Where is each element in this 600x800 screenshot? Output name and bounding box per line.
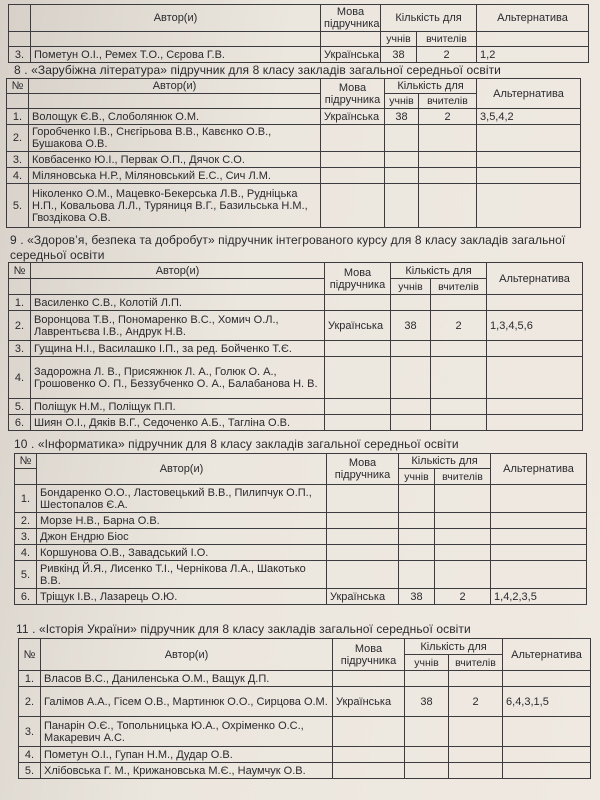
table-cell: Горобченко І.В., Снєгірьова В.В., Кавєнко О.В., Бушакова О.В. [29, 125, 321, 152]
table-cell: 38 [381, 47, 417, 63]
table-header-cell: учнів [391, 279, 431, 295]
table-cell [325, 357, 391, 399]
table-cell [327, 545, 399, 561]
table-cell: Ковбасенко Ю.І., Первак О.П., Дячок С.О. [29, 152, 321, 168]
table-header-cell: Альтернатива [487, 263, 583, 295]
table-cell: Морзе Н.В., Барна О.В. [37, 513, 327, 529]
table-cell: Власов В.С., Даниленська О.М., Ващук Д.П. [41, 671, 333, 687]
table-cell [431, 415, 487, 431]
table-cell: 1. [15, 485, 37, 513]
section-title-9: 9 . «Здоров’я, безпека та добробут» підручник інтегрованого курсу для 8 класу закладів загальної [10, 233, 566, 247]
table-cell [405, 671, 449, 687]
table-row [19, 763, 591, 779]
table-cell [477, 152, 581, 168]
table-row [9, 311, 583, 341]
table-cell: Хлібовська Г. М., Крижановська М.Є., Наумчук О.В. [41, 763, 333, 779]
table-cell [399, 529, 435, 545]
col-students: учнів [381, 32, 417, 47]
table-cell: 2. [7, 125, 29, 152]
table-header-cell: учнів [399, 469, 435, 485]
table-cell: 2 [417, 47, 477, 63]
table-header-cell: Альтернатива [477, 79, 581, 109]
table-cell [503, 671, 591, 687]
table-cell [487, 415, 583, 431]
table-header-cell: Автор(и) [37, 454, 327, 485]
table-cell: Українська [325, 311, 391, 341]
table-header-cell: вчителів [419, 94, 477, 109]
table-header-cell: вчителів [435, 469, 491, 485]
table-cell [385, 125, 419, 152]
col-author: Автор(и) [31, 5, 321, 32]
table-row [15, 589, 587, 605]
table-cell [405, 763, 449, 779]
table-cell [405, 747, 449, 763]
table-cell [487, 341, 583, 357]
table-cell: 1. [7, 109, 29, 125]
section-title-11: 11 . «Історія України» підручник для 8 класу закладів загальної середньої освіти [16, 622, 471, 636]
table-cell [325, 399, 391, 415]
table-header-cell: № [15, 454, 37, 469]
table-cell [487, 295, 583, 311]
table-cell [491, 545, 587, 561]
table-cell [487, 399, 583, 415]
table-row [15, 545, 587, 561]
table-cell [333, 717, 405, 747]
table-cell [333, 763, 405, 779]
table-cell [385, 184, 419, 228]
table-cell [435, 485, 491, 513]
table-header-cell: Кількість для [385, 79, 477, 94]
table-cell [391, 341, 431, 357]
table-cell [399, 561, 435, 589]
table-cell: Бондаренко О.О., Ластовецький В.В., Пилипчук О.П., Шестопалов Є.А. [37, 485, 327, 513]
table-cell [449, 747, 503, 763]
table-header-cell: Альтернатива [491, 454, 587, 485]
table-cell [327, 513, 399, 529]
table-row [9, 295, 583, 311]
table-cell [333, 671, 405, 687]
table-cell: 5. [19, 763, 41, 779]
table-cell [391, 357, 431, 399]
table-header-cell: Кількість для [399, 454, 491, 469]
table-row [19, 717, 591, 747]
table-cell: Ніколенко О.М., Мацевко-Бекерська Л.В., Рудніцька Н.П., Ковальова Л.Л., Туряниця В.Г., Базильська Н.М., Гвоздікова О.В. [29, 184, 321, 228]
table-cell: 4. [9, 357, 31, 399]
table-cell: Поліщук Н.М., Поліщук П.П. [31, 399, 325, 415]
table-cell: Шиян О.І., Дяків В.Г., Седоченко А.Б., Тагліна О.В. [31, 415, 325, 431]
table-section-11 [18, 638, 591, 779]
table-cell: Українська [333, 687, 405, 717]
table-cell [333, 747, 405, 763]
table-cell: 2 [449, 687, 503, 717]
table-cell [435, 545, 491, 561]
table-cell: Задорожна Л. В., Присяжнюк Л. А., Голюк О. А., Грошовенко О. П., Беззубченко О. А., Балабанова Н. В. [31, 357, 325, 399]
table-header-cell: Автор(и) [29, 79, 321, 94]
table-cell: 1. [9, 295, 31, 311]
table-row [7, 152, 581, 168]
table-section-10 [14, 453, 587, 605]
table-cell: Українська [327, 589, 399, 605]
table-header-cell: Автор(и) [41, 639, 333, 671]
table-header-cell: Альтернатива [503, 639, 591, 671]
table-header-cell: Кількість для [405, 639, 503, 655]
table-cell: Гущина Н.І., Василашко І.П., за ред. Бойченко Т.Є. [31, 341, 325, 357]
table-cell [391, 415, 431, 431]
table-row [15, 529, 587, 545]
table-cell [503, 763, 591, 779]
table-row [15, 561, 587, 589]
table-row [15, 485, 587, 513]
table-cell: Воронцова Т.В., Пономаренко В.С., Хомич О.Л., Лаврентьєва І.В., Андрук Н.В. [31, 311, 325, 341]
table-cell [321, 184, 385, 228]
table-cell [449, 763, 503, 779]
table-row [7, 184, 581, 228]
table-row [15, 513, 587, 529]
section-title-9-cont: середньої освіти [10, 248, 105, 262]
table-cell [405, 717, 449, 747]
table-cell [477, 125, 581, 152]
table-cell [385, 168, 419, 184]
table-top [8, 4, 589, 63]
table-cell: 3. [9, 47, 31, 63]
table-cell [325, 341, 391, 357]
table-cell: 3. [9, 341, 31, 357]
table-cell [327, 561, 399, 589]
table-header-cell: № [9, 263, 31, 279]
table-cell: 6. [15, 589, 37, 605]
table-cell: 3,5,4,2 [477, 109, 581, 125]
table-cell [399, 513, 435, 529]
table-cell: 38 [405, 687, 449, 717]
table-cell: 2 [419, 109, 477, 125]
table-cell: 2 [431, 311, 487, 341]
table-header-cell [477, 32, 589, 47]
table-cell: Українська [321, 47, 381, 63]
table-cell: 2 [435, 589, 491, 605]
table-header-cell [31, 32, 321, 47]
table-cell: 38 [399, 589, 435, 605]
table-cell: Ривкінд Й.Я., Лисенко Т.І., Чернікова Л.А., Шакотько В.В. [37, 561, 327, 589]
table-row [7, 125, 581, 152]
table-header-cell: Мова підручника [333, 639, 405, 671]
table-cell [449, 671, 503, 687]
section-title-8: 8 . «Зарубіжна література» підручник для 8 класу закладів загальної середньої освіти [14, 63, 501, 77]
table-section-8 [6, 78, 581, 228]
table-cell [431, 341, 487, 357]
table-header-cell [321, 32, 381, 47]
table-header-cell: вчителів [449, 655, 503, 671]
table-cell: Галімов А.А., Гісем О.В., Мартинюк О.О., Сирцова О.М. [41, 687, 333, 717]
table-cell: 6,4,3,1,5 [503, 687, 591, 717]
table-header-cell: учнів [405, 655, 449, 671]
table-cell: 2. [19, 687, 41, 717]
col-count: Кількість для [381, 5, 477, 32]
table-cell: 1,3,4,5,6 [487, 311, 583, 341]
table-cell [385, 152, 419, 168]
table-cell [435, 561, 491, 589]
table-header-cell: № [19, 639, 41, 671]
table-cell [503, 747, 591, 763]
table-cell [431, 357, 487, 399]
table-cell: 4. [7, 168, 29, 184]
table-cell [435, 529, 491, 545]
table-cell [399, 485, 435, 513]
table-header-cell [9, 279, 31, 295]
table-cell: 1,4,2,3,5 [491, 589, 587, 605]
table-cell [325, 415, 391, 431]
table-cell: Джон Ендрю Біос [37, 529, 327, 545]
col-alt: Альтернатива [477, 5, 589, 32]
table-cell [327, 485, 399, 513]
table-cell: 4. [19, 747, 41, 763]
table-header-cell: вчителів [431, 279, 487, 295]
table-cell: Тріщук І.В., Лазарець О.Ю. [37, 589, 327, 605]
table-cell [431, 399, 487, 415]
table-cell [391, 295, 431, 311]
table-row [9, 399, 583, 415]
table-cell: Міляновська Н.Р., Міляновський Е.С., Сич Л.М. [29, 168, 321, 184]
table-row [9, 357, 583, 399]
table-cell [325, 295, 391, 311]
table-cell [491, 529, 587, 545]
table-cell: 3. [15, 529, 37, 545]
table-cell [435, 513, 491, 529]
table-row [19, 687, 591, 717]
table-cell: Василенко С.В., Колотій Л.П. [31, 295, 325, 311]
table-cell: 3. [7, 152, 29, 168]
table-row [7, 109, 581, 125]
table-cell: Українська [321, 109, 385, 125]
table-row [9, 415, 583, 431]
table-cell [327, 529, 399, 545]
table-header-cell [29, 94, 321, 109]
table-cell [321, 125, 385, 152]
table-cell [491, 513, 587, 529]
table-header-cell [31, 279, 325, 295]
table-cell [321, 152, 385, 168]
table-cell: Пометун О.І., Гупан Н.М., Дудар О.В. [41, 747, 333, 763]
table-row [7, 168, 581, 184]
table-cell: Волощук Є.В., Слоболянюк О.М. [29, 109, 321, 125]
table-header-cell [7, 94, 29, 109]
table-cell: 4. [15, 545, 37, 561]
table-cell [449, 717, 503, 747]
table-cell [321, 168, 385, 184]
table-cell: 5. [7, 184, 29, 228]
col-num [9, 5, 31, 32]
table-cell: 38 [385, 109, 419, 125]
table-cell: 5. [9, 399, 31, 415]
table-header-cell [9, 32, 31, 47]
col-teachers: вчителів [417, 32, 477, 47]
table-row [19, 747, 591, 763]
table-header-cell: учнів [385, 94, 419, 109]
table-cell [391, 399, 431, 415]
table-cell: Коршунова О.В., Завадський І.О. [37, 545, 327, 561]
table-header-cell: № [7, 79, 29, 94]
table-header-cell: Мова підручника [321, 79, 385, 109]
table-cell [399, 545, 435, 561]
table-row [9, 47, 589, 63]
table-header-cell: Кількість для [391, 263, 487, 279]
table-cell: 1. [19, 671, 41, 687]
table-cell [419, 184, 477, 228]
table-cell [431, 295, 487, 311]
table-cell: 38 [391, 311, 431, 341]
table-cell [477, 168, 581, 184]
table-cell: 2. [9, 311, 31, 341]
table-row [19, 671, 591, 687]
col-lang: Мова підручника [321, 5, 381, 32]
table-header-cell [15, 469, 37, 485]
table-cell [477, 184, 581, 228]
table-cell [419, 168, 477, 184]
table-cell: 2. [15, 513, 37, 529]
table-header-cell: Автор(и) [31, 263, 325, 279]
table-section-9 [8, 262, 583, 431]
table-cell: Панарін О.Є., Топольницька Ю.А., Охріменко О.С., Макаревич А.С. [41, 717, 333, 747]
table-cell: Пометун О.І., Ремех Т.О., Сєрова Г.В. [31, 47, 321, 63]
table-row [9, 341, 583, 357]
table-header-cell: Мова підручника [325, 263, 391, 295]
table-cell: 1,2 [477, 47, 589, 63]
table-cell: 5. [15, 561, 37, 589]
table-cell [487, 357, 583, 399]
table-cell [491, 561, 587, 589]
table-cell: 3. [19, 717, 41, 747]
table-cell [503, 717, 591, 747]
table-cell [419, 125, 477, 152]
table-header-cell: Мова підручника [327, 454, 399, 485]
table-cell: 6. [9, 415, 31, 431]
section-title-10: 10 . «Інформатика» підручник для 8 класу закладів загальної середньої освіти [14, 437, 459, 451]
table-cell [491, 485, 587, 513]
table-cell [419, 152, 477, 168]
table-continued [8, 4, 589, 63]
